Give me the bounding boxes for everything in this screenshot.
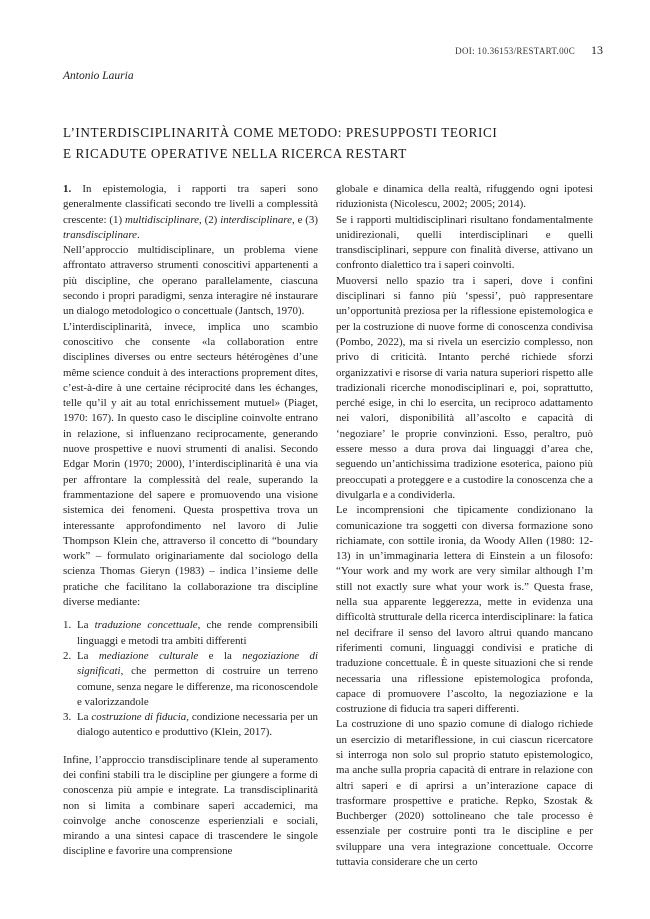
page-number: 13 (591, 43, 603, 57)
right-column (336, 182, 593, 870)
paragraph-intro: 1. In epistemologia, i rapporti tra saperi sono generalmente classificati secondo tre livelli a complessità crescente: (1) multidisciplinare, (2) interdisciplinare, e (3) transdisciplinare. (63, 183, 318, 241)
paragraph-multidisciplinary: Nell’approccio multidisciplinare, un problema viene affrontato attraverso strumenti conoscitivi appartenenti a più discipline, che operano parallelamente, ciascuna secondo i propri paradigmi, senza interagire né instaurare un dialogo metodologico o concettuale (Jantsch, 1970). (63, 244, 318, 318)
paragraph-boundaries: Muoversi nello spazio tra i saperi, dove i confini disciplinari si fanno più ‘spessi’, può rappresentare un’opportunità preziosa per la riflessione epistemologica e per la costruzione di nuove forme di conoscenza condivisa (Pombo, 2022), ma si rivela un esercizio complesso, non privo di criticità. Intanto perché richiede sforzi organizzativi e risorse di varia natura superiori rispetto alle tradizionali ricerche monodisciplinari e, poi, soprattutto, perché esige, in chi lo esercita, un reciproco adattamento nei valori, disponibilità all’ascolto e capacità di ‘negoziare’ le proprie convinzioni. Esso, peraltro, può essere messo a dura prova dai linguaggi d’area che, seguendo un’antichissima tradizione esoterica, paiono più preoccupati a proteggere e a custodire la conoscenza che a divulgarla e a condividerla. (336, 274, 593, 501)
title-line-1: L’INTERDISCIPLINARITÀ COME METODO: PRESUPPOSTI TEORICI (63, 125, 498, 140)
doi-label: DOI: 10.36153/RESTART.00C (455, 46, 575, 56)
boundary-work-list (63, 618, 318, 740)
paragraph-transdisciplinary: Infine, l’approccio transdisciplinare tende al superamento dei confini stabili tra le discipline per giungere a forme di conoscenza più ampie e integrate. La transdisciplinarità non si limita a combinare saperi accademici, ma coinvolge anche conoscenze esperienziali e sociali, mirando a una sintesi capace di trascendere le singole discipline e favorire una comprensione (63, 753, 318, 858)
list-item: 1. La traduzione concettuale, che rende comprensibili linguaggi e metodi tra ambiti differenti (63, 619, 318, 647)
section-number: 1. (63, 183, 72, 195)
article-title (63, 122, 583, 164)
paragraph-relations: Se i rapporti multidisciplinari risultano fondamentalmente unidirezionali, quelli interdisciplinari e quelli transdisciplinari, seppure con finalità diverse, attivano un confronto dialettico tra i saperi coinvolti. (336, 213, 593, 272)
paragraph-continuation: globale e dinamica della realtà, rifuggendo ogni ipotesi riduzionista (Nicolescu, 2002; 2005; 2014). (336, 183, 593, 211)
paragraph-incomprehension: Le incomprensioni che tipicamente condizionano la comunicazione tra soggetti con diversa formazione sono richiamate, con sottile ironia, da Woody Allen (1980: 12-13) in un’immaginaria lettera di Einstein a un filosofo: “Your work and my work are very similar although I’m still not exactly sure what your work is.” Questa frase, nella sua apparente leggerezza, mette in evidenza una difficoltà strutturale della ricerca interdisciplinare: la fatica nel decifrare il senso del lavoro altrui quando mancano riferimenti comuni, linguaggi condivisi e pratiche di traduzione concettuale. È in queste situazioni che si rende necessaria una riflessione epistemologica profonda, capace di promuovere l’ascolto, la negoziazione e la costruzione di fiducia tra saperi differenti. (336, 504, 593, 716)
author-name: Antonio Lauria (63, 70, 134, 82)
list-item: 3. La costruzione di fiducia, condizione necessaria per un dialogo autentico e produttivo (Klein, 2017). (63, 711, 318, 739)
left-column (63, 182, 318, 860)
title-line-2: E RICADUTE OPERATIVE NELLA RICERCA RESTART (63, 146, 407, 161)
list-item: 2. La mediazione culturale e la negoziazione di significati, che permetton di costruire un terreno comune, senza negare le differenze, ma riconoscendole e valorizzandole (63, 649, 318, 708)
paragraph-common-space: La costruzione di uno spazio comune di dialogo richiede un esercizio di metariflessione, in cui ciascun ricercatore si interroga non solo sul proprio statuto epistemologico, ma anche sulla propria capacità di entrare in relazione con altri saperi e di aprirsi a un’interazione capace di trasformare prospettive e pratiche. Repko, Szostak & Buchberger (2020) sottolineano che tale processo è essenziale per costruire ponti tra le discipline e per sviluppare una vera integrazione concettuale. Occorre tuttavia considerare che un certo (336, 718, 593, 869)
paragraph-interdisciplinarity: L’interdisciplinarità, invece, implica uno scambio conoscitivo che consente «la collaboration entre disciplines diverses ou entre secteurs hétérogènes d’une même science conduit à des interactions proprement dites, c’est-à-dire à une certaine réciprocité dans les échanges, telle qu’il y ait au total enrichissement mutuel» (Piaget, 1970: 167). In questo caso le discipline coinvolte entrano in relazione, si influenzano reciprocamente, generando nuove prospettive e nuovi strumenti di analisi. Secondo Edgar Morin (1970; 2000), l’interdisciplinarità è una via per affrontare la complessità del reale, superando la frammentazione del sapere e promuovendo una visione sistemica dei fenomeni. Questa prospettiva trova un interessante approfondimento nel lavoro di Julie Thompson Klein che, attraverso il concetto di “boundary work” – formulato originariamente dal sociologo della scienza Thomas Gieryn (1983) – indica l’insieme delle pratiche che facilitano la collaborazione tra discipline diverse mediante: (63, 320, 318, 609)
